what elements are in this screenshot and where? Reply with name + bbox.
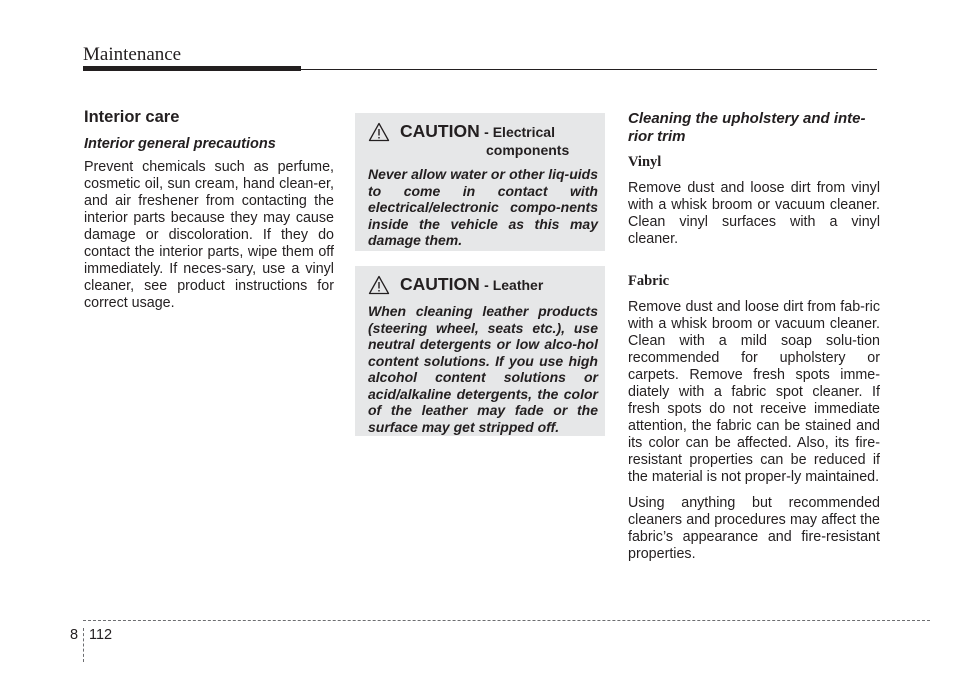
right-column bbox=[628, 108, 880, 572]
caution-subject: - Leather bbox=[484, 277, 544, 293]
fabric-paragraph: Remove dust and loose dirt from fab-ric with a whisk broom or vacuum cleaner. Clean with a mild soap solu-tion recommended for upholstery or carpets. Remove fresh spots imme-diately with a fabric spot cleaner. If fresh spots do not receive immediate attention, the fabric can be stained and its color can be affected. Also, its fire-resistant properties can be reduced if the material is not proper-ly maintained. bbox=[628, 299, 880, 485]
upholstery-heading: Cleaning the upholstery and inte-rior trim bbox=[628, 110, 866, 145]
fabric-heading: Fabric bbox=[628, 273, 670, 289]
left-column bbox=[84, 108, 334, 321]
vinyl-heading: Vinyl bbox=[628, 154, 662, 170]
caution-subject-cont: components bbox=[486, 142, 570, 158]
caution-box-leather bbox=[355, 266, 605, 436]
chapter-number: 8 bbox=[70, 627, 79, 643]
caution-subject: - Electrical bbox=[484, 124, 555, 140]
caution-label: CAUTION bbox=[400, 121, 480, 141]
page-number: 112 bbox=[89, 627, 113, 643]
caution-text: Never allow water or other liq-uids to come in contact with electrical/electronic compo-nents inside the vehicle as this may damage them. bbox=[368, 166, 598, 248]
precautions-paragraph: Prevent chemicals such as perfume, cosmetic oil, sun cream, hand clean-er, and air freshener from contacting the interior parts because they may cause damage or discoloration. If they do contact the interior parts, wipe them off immediately. If neces-sary, use a vinyl cleaner, see product instructions for correct usage. bbox=[84, 159, 334, 311]
subsection-heading: Interior general precautions bbox=[84, 136, 276, 152]
header-title: Maintenance bbox=[83, 44, 182, 65]
caution-box-electrical bbox=[355, 113, 605, 251]
warning-triangle-icon bbox=[368, 122, 390, 142]
header-rule-thin bbox=[301, 69, 877, 70]
footer-rule bbox=[83, 620, 930, 621]
caution-label: CAUTION bbox=[400, 274, 480, 294]
footer-divider bbox=[83, 628, 84, 662]
section-heading: Interior care bbox=[84, 108, 180, 126]
warning-triangle-icon bbox=[368, 275, 390, 295]
header-rule bbox=[83, 66, 301, 71]
vinyl-paragraph: Remove dust and loose dirt from vinyl with a whisk broom or vacuum cleaner. Clean vinyl surfaces with a vinyl cleaner. bbox=[628, 180, 880, 247]
caution-header bbox=[368, 121, 598, 158]
caution-text: When cleaning leather products (steering wheel, seats etc.), use neutral detergents or low alco-hol content solutions. If you use high alcohol content solutions or acid/alkaline detergents, the color of the leather may fade or the surface may get stripped off. bbox=[368, 303, 598, 435]
caution-header bbox=[368, 274, 598, 295]
fabric-paragraph-2: Using anything but recommended cleaners and procedures may affect the fabric’s appearance and fire-resistant properties. bbox=[628, 495, 880, 562]
